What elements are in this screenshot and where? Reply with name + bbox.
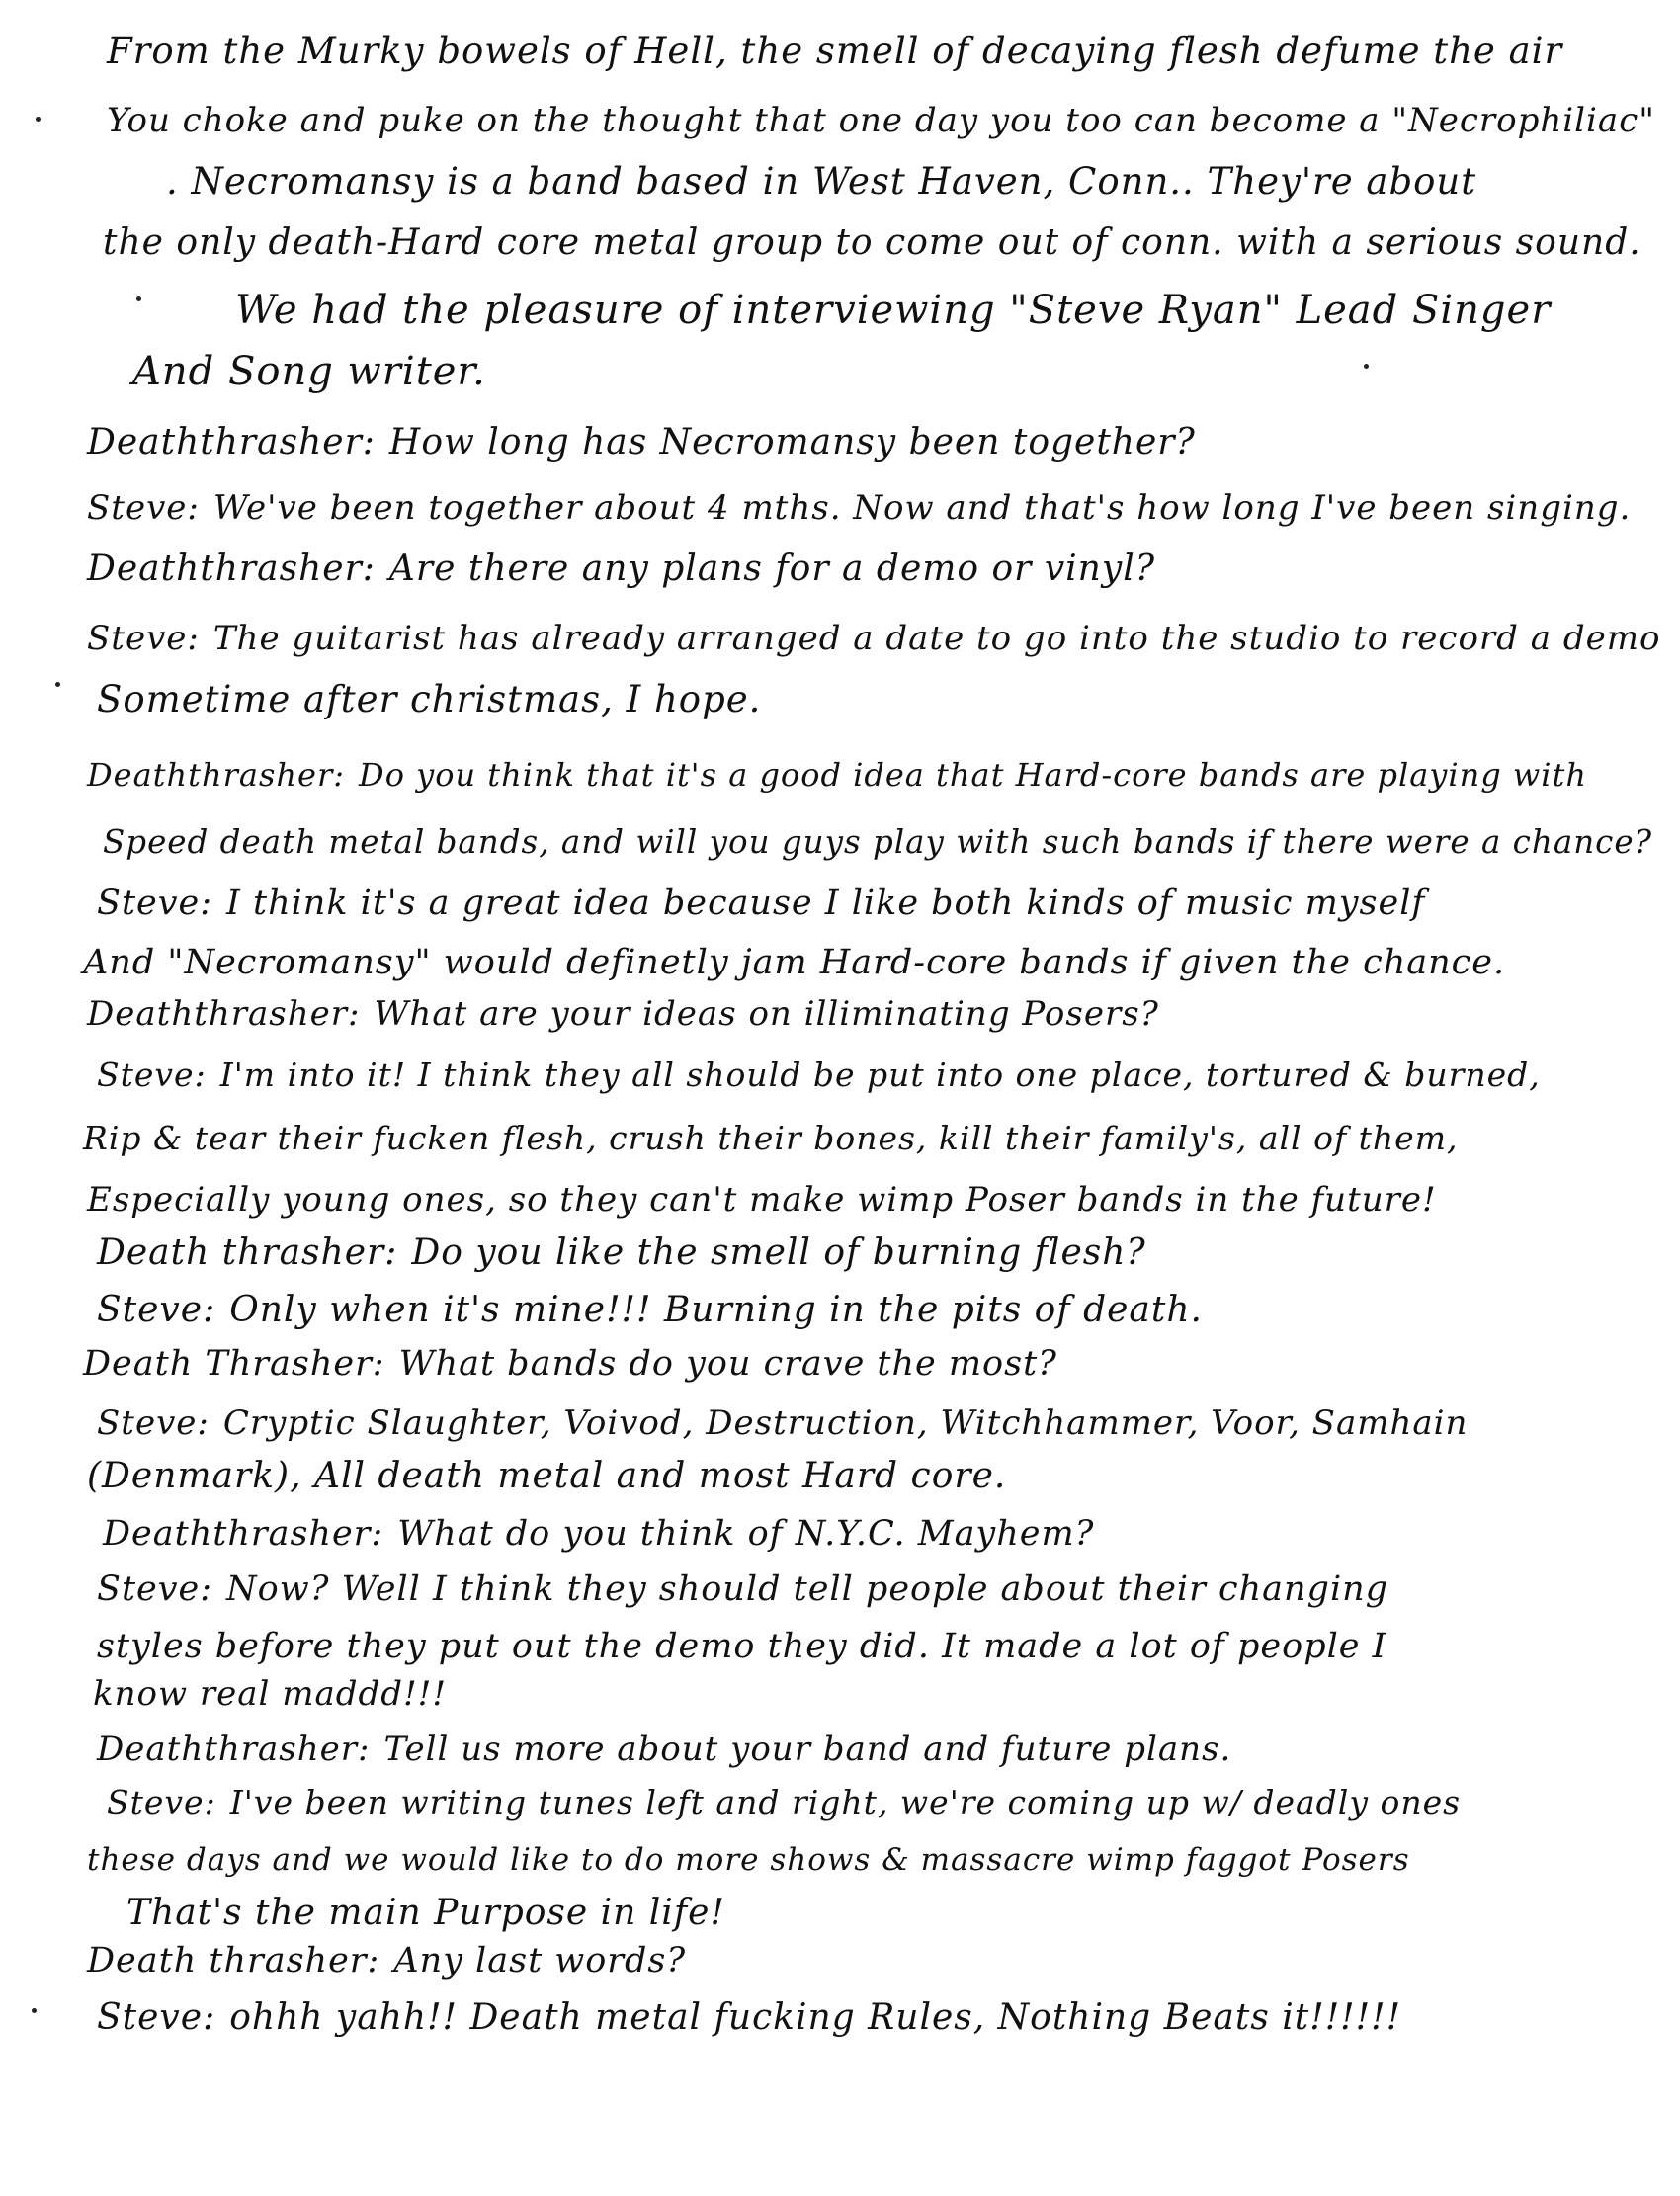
line-text: Do you think that it's a good idea that Hard-core bands are playing with [359, 756, 1587, 794]
speaker-label: Steve: [97, 884, 213, 923]
interview-line [83, 939, 1505, 986]
speaker-label: Deaththrasher: [87, 549, 376, 589]
interview-line [93, 1670, 447, 1718]
interview-line [126, 1890, 725, 1937]
speaker-label: Steve: [97, 1997, 216, 2038]
line-text: styles before they put out the demo they did. It made a lot of people I [97, 1627, 1387, 1666]
line-text: How long has Necromansy been together? [388, 422, 1196, 463]
line-text: What are your ideas on illiminating Posers? [374, 994, 1159, 1034]
interview-line [87, 546, 1155, 593]
speck-mark [32, 2008, 37, 2013]
interview-line [97, 1623, 1386, 1670]
speaker-label: Steve: [97, 1403, 210, 1443]
line-text: Cryptic Slaughter, Voivod, Destruction, Witchhammer, Voor, Samhain [222, 1403, 1469, 1443]
line-text: Are there any plans for a demo or vinyl? [388, 549, 1156, 589]
line-text: That's the main Purpose in life! [126, 1893, 725, 1933]
interview-line [87, 990, 1159, 1038]
interview-line [87, 1937, 686, 1985]
speaker-label: Deaththrasher: [103, 1514, 384, 1554]
line-text: I'm into it! I think they all should be put into one place, tortured & burned, [219, 1056, 1541, 1094]
intro-line: We had the pleasure of interviewing "Steve Ryan" Lead Singer [235, 288, 1552, 333]
line-text: Rip & tear their fucken flesh, crush their bones, kill their family's, all of them, [83, 1119, 1459, 1157]
speaker-label: Steve: [107, 1783, 216, 1821]
line-text: Especially young ones, so they can't make wimp Poser bands in the future! [87, 1180, 1437, 1220]
speaker-label: Steve: [97, 1569, 213, 1609]
interview-line [97, 1565, 1388, 1613]
interview-line [97, 1287, 1203, 1334]
line-text: know real maddd!!! [93, 1674, 447, 1714]
line-text: We've been together about 4 mths. Now and that's how long I've been singing. [212, 488, 1632, 528]
speck-mark [55, 682, 60, 687]
interview-line [87, 484, 1631, 532]
interview-line [87, 419, 1196, 466]
line-text: Now? Well I think they should tell people about their changing [226, 1569, 1389, 1609]
speaker-label: Deaththrasher: [87, 422, 376, 463]
interview-line [87, 1836, 1410, 1884]
interview-line [97, 1994, 1401, 2042]
speaker-label: Steve: [87, 619, 200, 658]
line-text: Sometime after christmas, I hope. [97, 678, 762, 720]
line-text: What bands do you crave the most? [398, 1344, 1057, 1384]
interview-line [97, 676, 761, 723]
interview-line [97, 1726, 1231, 1773]
speaker-label: Deaththrasher: [87, 994, 361, 1034]
interview-line [83, 1340, 1057, 1388]
line-text: Do you like the smell of burning flesh? [411, 1232, 1146, 1273]
line-text: I've been writing tunes left and right, we're coming up w/ deadly ones [229, 1783, 1462, 1821]
speck-mark [1364, 364, 1369, 369]
line-text: (Denmark), All death metal and most Hard core. [87, 1456, 1007, 1496]
speaker-label: Death Thrasher: [83, 1344, 385, 1384]
intro-line: the only death-Hard core metal group to come out of conn. with a serious sound. [103, 222, 1641, 263]
interview-line [83, 1115, 1459, 1162]
line-text: Any last words? [393, 1941, 687, 1981]
interview-line [87, 615, 1660, 662]
line-text: Only when it's mine!!! Burning in the pits of death. [229, 1290, 1203, 1330]
line-text: these days and we would like to do more shows & massacre wimp faggot Posers [87, 1842, 1410, 1878]
interview-line [97, 1229, 1146, 1277]
line-text: Tell us more about your band and future plans. [383, 1730, 1232, 1769]
line-text: The guitarist has already arranged a date to go into the studio to record a demo [212, 619, 1661, 658]
speaker-label: Deaththrasher: [87, 756, 346, 794]
speaker-label: Deaththrasher: [97, 1730, 371, 1769]
speaker-label: Death thrasher: [87, 1941, 380, 1981]
speaker-label: Steve: [97, 1056, 207, 1094]
speck-mark [136, 296, 141, 301]
intro-line: And Song writer. [132, 349, 486, 394]
line-text: And "Necromansy" would definetly jam Hard-core bands if given the chance. [83, 943, 1506, 982]
line-text: Speed death metal bands, and will you guys play with such bands if there were a chance? [103, 823, 1652, 861]
intro-line: You choke and puke on the thought that one day you too can become a "Necrophiliac" [107, 101, 1655, 140]
interview-line [103, 1510, 1094, 1558]
speck-mark [36, 117, 41, 122]
speaker-label: Steve: [97, 1290, 216, 1330]
intro-line: . Necromansy is a band based in West Haven, Conn.. They're about [166, 160, 1477, 203]
interview-line [107, 1779, 1461, 1826]
intro-line: From the Murky bowels of Hell, the smell of decaying flesh defume the air [107, 30, 1563, 72]
interview-line [103, 818, 1652, 866]
interview-line [87, 1176, 1437, 1224]
interview-line [87, 751, 1587, 799]
interview-line [97, 880, 1425, 927]
line-text: I think it's a great idea because I like both kinds of music myself [226, 884, 1426, 923]
line-text: What do you think of N.Y.C. Mayhem? [397, 1514, 1095, 1554]
interview-line [97, 1399, 1468, 1447]
interview-line [87, 1453, 1006, 1500]
interview-line [97, 1052, 1541, 1099]
speaker-label: Death thrasher: [97, 1232, 398, 1273]
speaker-label: Steve: [87, 488, 200, 528]
line-text: ohhh yahh!! Death metal fucking Rules, Nothing Beats it!!!!!! [229, 1997, 1402, 2038]
